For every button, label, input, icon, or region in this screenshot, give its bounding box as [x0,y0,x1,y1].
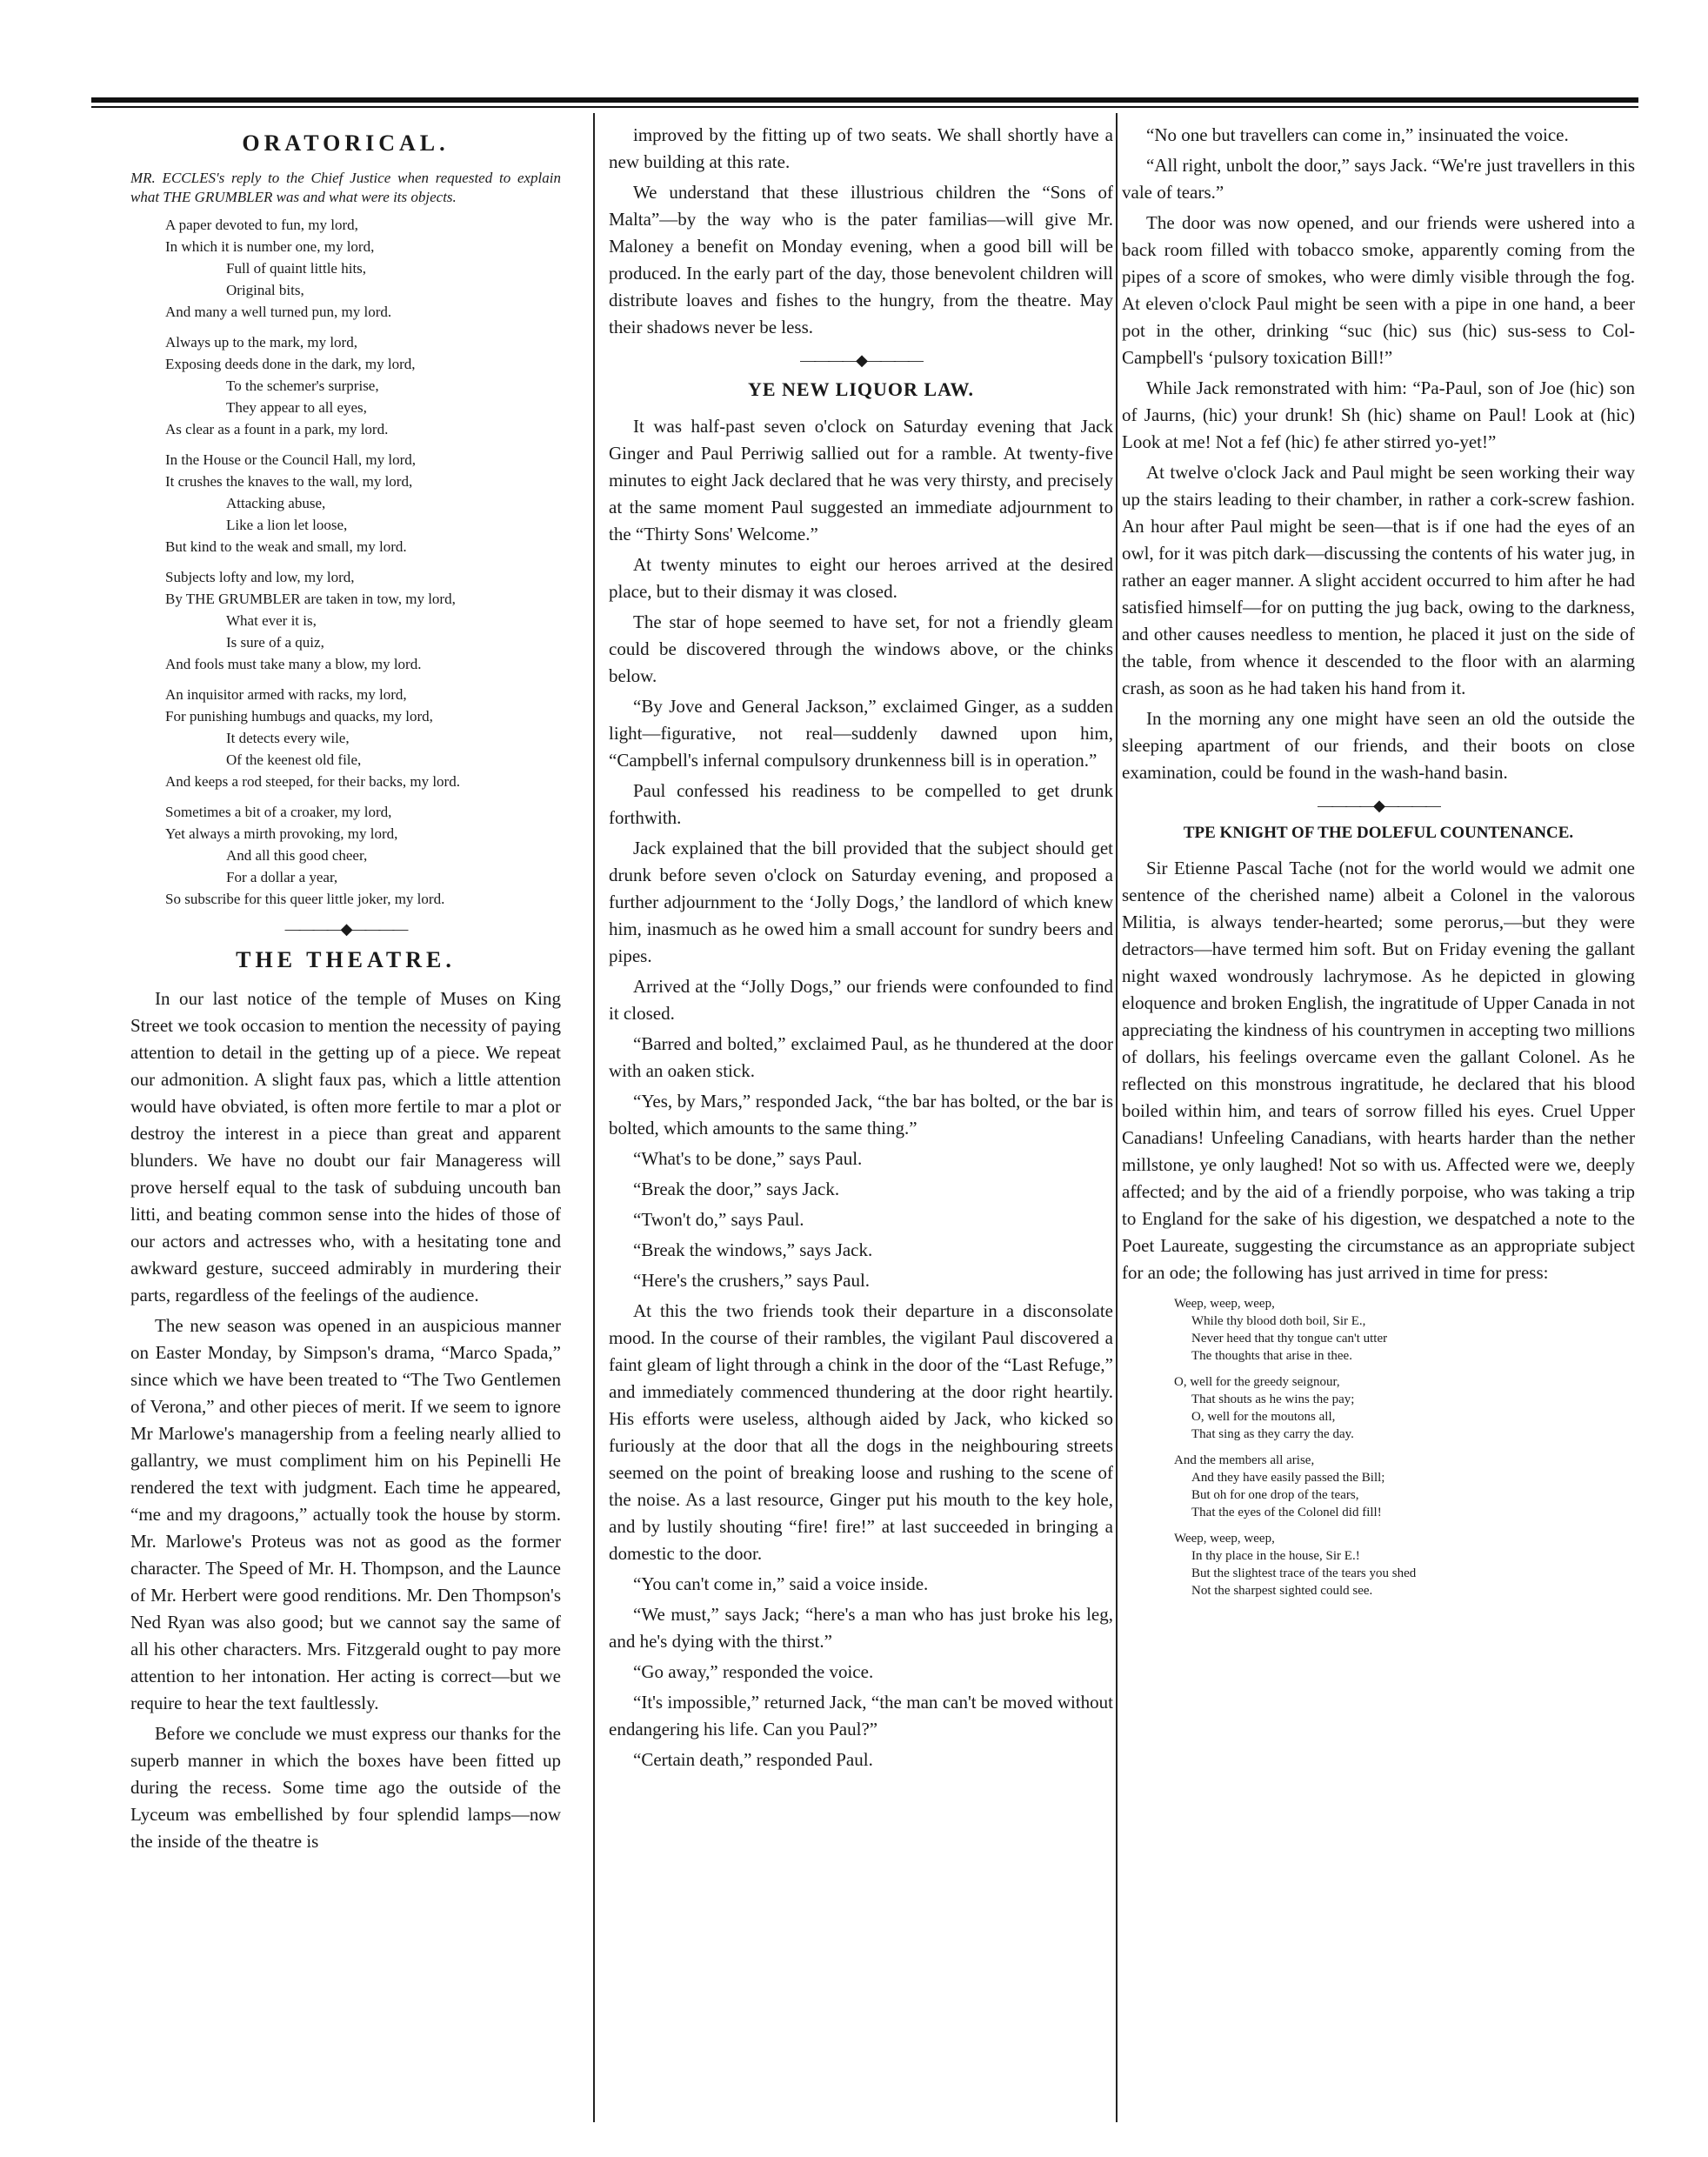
poem-line: Not the sharpest sighted could see. [1191,1584,1373,1598]
article-title-theatre: THE THEATRE. [236,947,456,972]
poem-line: Is sure of a quiz, [226,634,324,651]
paragraph: “Break the door,” says Jack. [633,1179,840,1199]
poem-line: And the members all arise, [1174,1453,1315,1467]
section-separator: ————◆———— [1318,797,1439,814]
stanza [165,214,561,323]
paragraph: At twenty minutes to eight our heroes arrived at the desired place, but to their dismay it was closed. [609,554,1113,602]
poem-line: Full of quaint little hits, [226,260,367,277]
paragraph: Before we conclude we must express our thanks for the superb manner in which the boxes have been fitted up during the recess. Some time ago the outside of the Lyceum was embellished by four splendid lamps—now the inside of the theatre is [130,1723,561,1852]
paragraph: At this the two friends took their departure in a disconsolate mood. In the course of their rambles, the vigilant Paul discovered a faint gleam of light through a chink in the door of the “Last Refuge,” and immediately commenced thundering at the door right heartily. His efforts were useless, although aided by Jack, who kicked so furiously at the door that all the dogs in the neighbouring streets seemed on the point of breaking loose and rushing to the scene of the noise. As a last resource, Ginger put his mouth to the key hole, and by lustily shouting “fire! fire!” at last succeeded in bringing a domestic to the door. [609,1300,1113,1564]
paragraph: “Twon't do,” says Paul. [633,1209,804,1230]
poem-line: And fools must take many a blow, my lord. [165,656,422,672]
article-title-doleful-knight: TPE KNIGHT OF THE DOLEFUL COUNTENANCE. [1183,824,1574,842]
poem-line: Attacking abuse, [226,495,326,511]
column-3 [1122,122,1635,2122]
paragraph: Arrived at the “Jolly Dogs,” our friends were confounded to find it closed. [609,976,1113,1024]
poem-line: O, well for the moutons all, [1191,1410,1336,1424]
liquor-law-article-continued [1122,122,1635,786]
stanza [1174,1295,1635,1365]
poem-line: In the House or the Council Hall, my lord, [165,451,417,468]
poem-line: But the slightest trace of the tears you shed [1191,1566,1417,1580]
poem-line: Never heed that thy tongue can't utter [1191,1332,1388,1346]
poem-line: That shouts as he wins the pay; [1191,1392,1355,1406]
poem-line: Yet always a mirth provoking, my lord, [165,825,398,842]
paragraph: “Go away,” responded the voice. [633,1661,874,1682]
stanza [1174,1452,1635,1521]
paragraph: “No one but travellers can come in,” insinuated the voice. [1146,124,1569,145]
paragraph: We understand that these illustrious children the “Sons of Malta”—by the way who is the pater familias—will give Mr. Maloney a benefit on Monday evening, when a good bill will be produced. In the early part of the day, those benevolent children will distribute loaves and fishes to the hungry, from the theatre. May their shadows never be less. [609,182,1113,337]
paragraph: “Yes, by Mars,” responded Jack, “the bar has bolted, or the bar is bolted, which amounts to the same thing.” [609,1091,1113,1139]
poem-oratorical [130,214,561,910]
stanza [1174,1530,1635,1599]
poem-line: That sing as they carry the day. [1191,1427,1354,1441]
poem-line: In thy place in the house, Sir E.! [1191,1549,1360,1563]
theatre-article-body [130,985,561,1855]
liquor-law-article-body [609,413,1113,1773]
poem-line: And keeps a rod steeped, for their backs, my lord. [165,773,460,790]
poem-line: While thy blood doth boil, Sir E., [1191,1314,1366,1328]
poem-line: Weep, weep, weep, [1174,1532,1275,1546]
poem-line: By THE GRUMBLER are taken in tow, my lord, [165,591,456,607]
masthead-rule-thin [91,106,1638,108]
ode-poem [1174,1295,1635,1599]
poem-line: In which it is number one, my lord, [165,238,375,255]
stanza [165,566,561,675]
article-title-liquor-law: YE NEW LIQUOR LAW. [747,378,975,400]
paragraph: “You can't come in,” said a voice inside. [633,1573,929,1594]
poem-line: And many a well turned pun, my lord. [165,304,392,320]
paragraph: The star of hope seemed to have set, for not a friendly gleam could be discovered through the windows above, or the chinks below. [609,611,1113,686]
column-2 [609,122,1113,2122]
poem-line: Exposing deeds done in the dark, my lord, [165,356,416,372]
poem-line: They appear to all eyes, [226,399,367,416]
paragraph: The door was now opened, and our friends were ushered into a back room filled with tobacco smoke, apparently coming from the pipes of a score of smokes, who were dimly visible through the fog. At eleven o'clock Paul might be seen with a pipe in one hand, a beer pot in the other, drinking “suc (hic) sus (hic) sus-sess to Col-Campbell's ‘pulsory toxication Bill!” [1122,212,1635,368]
poem-line: Like a lion let loose, [226,517,348,533]
paragraph: It was half-past seven o'clock on Saturday evening that Jack Ginger and Paul Perriwig sallied out for a ramble. At twenty-five minutes to eight Jack declared that he was very thirsty, and precisely at the same moment Paul suggested an immediate adjournment to the “Thirty Sons' Welcome.” [609,416,1113,544]
paragraph: “It's impossible,” returned Jack, “the man can't be moved without endangering his life. Can you Paul?” [609,1692,1113,1740]
paragraph: Sir Etienne Pascal Tache (not for the world would we admit one sentence of the cherished name) albeit a Colonel in the valorous Militia, is always tender-hearted; some perorus,—but they were detractors—have termed him soft. But on Friday evening the gallant night waxed wondrously lachrymose. As he depicted in glowing eloquence and broken English, the ingratitude of Upper Canada in not appreciating the kindness of his countrymen in accepting two millions of dollars, his feelings overcame even the gallant Colonel. As he reflected on this monstrous ingratitude, he declared that his blood boiled within him, and tears of sorrow filled his eyes. Cruel Upper Canadians! Unfeeling Canadians, with hearts harder than the nether millstone, ye only laughed! Not so with us. Affected were we, deeply affected; and by the aid of a friendly porpoise, who was taking a trip to England for the sake of his digestion, we despatched a note to the Poet Laureate, suggesting the circumstance as an appropriate subject for an ode; the following has just arrived in time for press: [1122,858,1635,1283]
poem-line: It detects every wile, [226,730,350,746]
poem-line: Of the keenest old file, [226,751,362,768]
paragraph: “By Jove and General Jackson,” exclaimed Ginger, as a sudden light—figurative, not real—suddenly dawned upon him, “Campbell's infernal compulsory drunkenness bill is in operation.” [609,696,1113,771]
poem-line: To the schemer's surprise, [226,377,379,394]
paragraph: “All right, unbolt the door,” says Jack. “We're just travellers in this vale of tears.” [1122,155,1635,203]
poem-line: As clear as a fount in a park, my lord. [165,421,389,437]
stanza [1174,1373,1635,1443]
paragraph: The new season was opened in an auspicious manner on Easter Monday, by Simpson's drama, “Marco Spada,” since which we have been treated to “The Two Gentlemen of Verona,” and other pieces of merit. If we seem to ignore Mr Marlowe's managership from a feeling nearly allied to gallantry, we must compliment him on his Pepinelli He rendered the text with judgment. Each time he appeared, “me and my dragoons,” actually took the house by storm. Mr. Marlowe's Proteus was not as good as the former character. The Speed of Mr. H. Thompson, and the Launce of Mr. Herbert were good renditions. Mr. Den Thompson's Ned Ryan was also good; but we cannot say the same of all his other characters. Mrs. Fitzgerald ought to pay more attention to her intonation. Her acting is correct—but we require to hear the text faultlessly. [130,1315,561,1713]
paragraph: Paul confessed his readiness to be compelled to get drunk forthwith. [609,780,1113,828]
column-divider [1116,113,1118,2122]
paragraph: “What's to be done,” says Paul. [633,1148,863,1169]
stanza [165,449,561,558]
poem-line: Sometimes a bit of a croaker, my lord, [165,804,392,820]
article-title-oratorical: ORATORICAL. [242,130,450,156]
column-1 [130,122,561,2122]
paragraph: Jack explained that the bill provided that the subject should get drunk before seven o'clock on Saturday evening, and proposed a further adjournment to the ‘Jolly Dogs,’ the landlord of which knew him, inasmuch as he owed him a small account for sundry beers and pipes. [609,838,1113,966]
poem-line: For punishing humbugs and quacks, my lord, [165,708,433,725]
paragraph: “Barred and bolted,” exclaimed Paul, as he thundered at the door with an oaken stick. [609,1033,1113,1081]
paragraph: While Jack remonstrated with him: “Pa-Paul, son of Joe (hic) son of Jaurns, (hic) your drunk! Sh (hic) shame on Paul! Look at (hic) Look at me! Not a fef (hic) fe ather stirred yo-yet!” [1122,377,1635,452]
stanza [165,684,561,792]
stanza [165,331,561,440]
theatre-article-continued [609,122,1113,341]
poem-line: Always up to the mark, my lord, [165,334,357,351]
paragraph: “We must,” says Jack; “here's a man who has just broke his leg, and he's dying with the thirst.” [609,1604,1113,1652]
paragraph: “Break the windows,” says Jack. [633,1239,873,1260]
poem-line: It crushes the knaves to the wall, my lord, [165,473,413,490]
paragraph: In our last notice of the temple of Muses on King Street we took occasion to mention the necessity of paying attention to detail in the getting up of a piece. We repeat our admonition. A slight faux pas, which a little attention would have obviated, is often more fertile to mar a plot or destroy the interest in a piece than great and apparent blunders. We have no doubt our fair Manageress will prove herself equal to the task of subduing uncouth ban litti, and beating common sense into the hides of those of our actors and actresses who, with a hesitating tone and awkward gesture, succeed admirably in murdering their parts, regardless of the feelings of the audience. [130,988,561,1306]
poem-line: Subjects lofty and low, my lord, [165,569,355,585]
paragraph: At twelve o'clock Jack and Paul might be seen working their way up the stairs leading to their chamber, in rather a cork-screw fashion. An hour after Paul might be seen—that is if one had the eyes of an owl, for it was pitch dark—discussing the contents of his water jug, in rather an eager manner. A slight accident occurred to him after he had satisfied himself—for on putting the jug back, owing to the darkness, and other causes needless to mention, he placed it just on the side of the table, from whence it descended to the floor with an alarming crash, as soon as he had taken his hand from it. [1122,462,1635,698]
paragraph: “Here's the crushers,” says Paul. [633,1270,871,1291]
section-separator: ————◆———— [284,920,407,938]
poem-intro: MR. ECCLES's reply to the Chief Justice when requested to explain what THE GRUMBLER was and what were its objects. [130,170,561,205]
poem-line: Weep, weep, weep, [1174,1297,1275,1311]
poem-line: For a dollar a year, [226,869,338,885]
doleful-knight-article-body [1122,855,1635,1286]
poem-line: So subscribe for this queer little joker, my lord. [165,891,445,907]
poem-line: The thoughts that arise in thee. [1191,1349,1352,1363]
poem-line: That the eyes of the Colonel did fill! [1191,1506,1382,1519]
poem-line: Original bits, [226,282,304,298]
poem-line: But kind to the weak and small, my lord. [165,538,407,555]
poem-line: An inquisitor armed with racks, my lord, [165,686,407,703]
paragraph: improved by the fitting up of two seats. We shall shortly have a new building at this rate. [609,124,1113,172]
section-separator: ————◆———— [800,351,922,369]
poem-line: And they have easily passed the Bill; [1191,1471,1385,1485]
paragraph: “Certain death,” responded Paul. [633,1749,873,1770]
poem-line: And all this good cheer, [226,847,368,864]
poem-line: O, well for the greedy seignour, [1174,1375,1340,1389]
masthead-rule [91,97,1638,103]
column-divider [593,113,595,2122]
poem-line: A paper devoted to fun, my lord, [165,217,358,233]
paragraph: In the morning any one might have seen an old the outside the sleeping apartment of our friends, and their boots on close examination, could be found in the wash-hand basin. [1122,708,1635,783]
poem-line: What ever it is, [226,612,317,629]
stanza [165,801,561,910]
poem-line: But oh for one drop of the tears, [1191,1488,1359,1502]
